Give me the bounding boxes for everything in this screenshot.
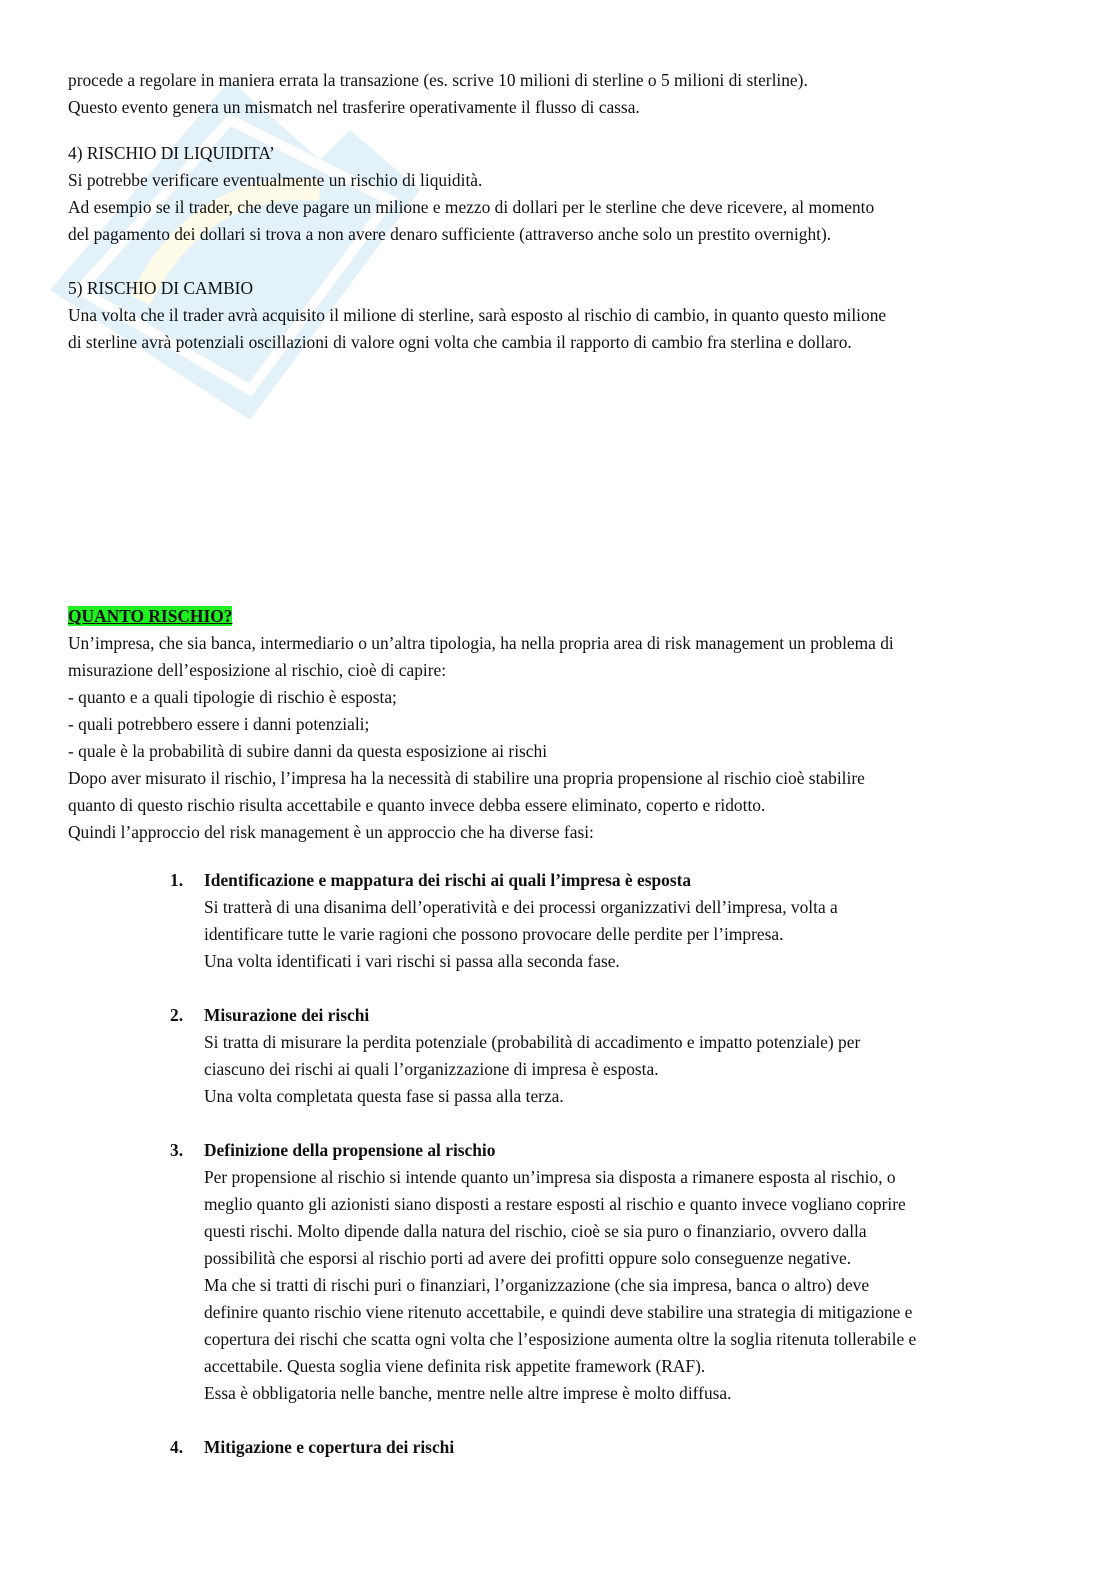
phase-line: Una volta identificati i vari rischi si passa alla seconda fase. <box>204 951 620 971</box>
phase-line: questi rischi. Molto dipende dalla natura del rischio, cioè se sia puro o finanziario, ovvero dalla <box>204 1221 867 1241</box>
phase-line: Una volta completata questa fase si passa alla terza. <box>204 1086 564 1106</box>
section-liquidity-heading: 4) RISCHIO DI LIQUIDITA’ <box>68 143 275 163</box>
phase-line: identificare tutte le varie ragioni che possono provocare delle perdite per l’impresa. <box>204 924 784 944</box>
phase-number: 1. <box>170 870 184 890</box>
phase-number: 3. <box>170 1140 184 1160</box>
quanto-line: Un’impresa, che sia banca, intermediario o un’altra tipologia, ha nella propria area di risk management un problema di <box>68 633 894 653</box>
quanto-line: Dopo aver misurato il rischio, l’impresa ha la necessità di stabilire una propria propensione al rischio cioè stabilire <box>68 768 865 788</box>
phase-line: Si tratterà di una disanima dell’operatività e dei processi organizzativi dell’impresa, volta a <box>204 897 838 917</box>
intro-line-1: procede a regolare in maniera errata la transazione (es. scrive 10 milioni di sterline o 5 milioni di sterline). <box>68 70 808 90</box>
section-liquidity-line: Si potrebbe verificare eventualmente un rischio di liquidità. <box>68 170 483 190</box>
section-quanto-heading <box>68 603 232 630</box>
section-liquidity-line: del pagamento dei dollari si trova a non avere denaro sufficiente (attraverso anche solo un prestito overnight). <box>68 224 832 244</box>
phase-line: Si tratta di misurare la perdita potenziale (probabilità di accadimento e impatto potenziale) per <box>204 1032 861 1052</box>
phase-line: Ma che si tratti di rischi puri o finanziari, l’organizzazione (che sia impresa, banca o altro) deve <box>204 1275 870 1295</box>
phase-title: Identificazione e mappatura dei rischi ai quali l’impresa è esposta <box>204 870 692 890</box>
phase-line: definire quanto rischio viene ritenuto accettabile, e quindi deve stabilire una strategia di mitigazione e <box>204 1302 913 1322</box>
quanto-line: Quindi l’approccio del risk management è un approccio che ha diverse fasi: <box>68 822 594 842</box>
phase-line: Essa è obbligatoria nelle banche, mentre nelle altre imprese è molto diffusa. <box>204 1383 732 1403</box>
quanto-line: misurazione dell’esposizione al rischio, cioè di capire: <box>68 660 447 680</box>
intro-line-2: Questo evento genera un mismatch nel trasferire operativamente il flusso di cassa. <box>68 97 640 117</box>
phase-line: meglio quanto gli azionisti siano disposti a restare esposti al rischio e quanto invece vogliano coprire <box>204 1194 906 1214</box>
quanto-bullet: - quali potrebbero essere i danni potenziali; <box>68 714 370 734</box>
phase-line: Per propensione al rischio si intende quanto un’impresa sia disposta a rimanere esposta al rischio, o <box>204 1167 896 1187</box>
quanto-bullet: - quale è la probabilità di subire danni da questa esposizione ai rischi <box>68 741 548 761</box>
phase-line: copertura dei rischi che scatta ogni volta che l’esposizione aumenta oltre la soglia ritenuta tollerabile e <box>204 1329 917 1349</box>
quanto-bullet: - quanto e a quali tipologie di rischio è esposta; <box>68 687 397 707</box>
section-exchange-heading: 5) RISCHIO DI CAMBIO <box>68 278 254 298</box>
phase-number: 4. <box>170 1437 184 1457</box>
highlighted-heading: QUANTO RISCHIO? <box>68 606 233 626</box>
phase-line: accettabile. Questa soglia viene definita risk appetite framework (RAF). <box>204 1356 706 1376</box>
phase-title: Misurazione dei rischi <box>204 1005 370 1025</box>
section-exchange-line: di sterline avrà potenziali oscillazioni di valore ogni volta che cambia il rapporto di cambio fra sterlina e dollaro. <box>68 332 852 352</box>
phase-line: possibilità che esporsi al rischio porti ad avere dei profitti oppure solo conseguenze negative. <box>204 1248 852 1268</box>
phase-line: ciascuno dei rischi ai quali l’organizzazione di impresa è esposta. <box>204 1059 659 1079</box>
phase-number: 2. <box>170 1005 184 1025</box>
phase-title: Mitigazione e copertura dei rischi <box>204 1437 455 1457</box>
section-liquidity-line: Ad esempio se il trader, che deve pagare un milione e mezzo di dollari per le sterline che deve ricevere, al momento <box>68 197 875 217</box>
quanto-line: quanto di questo rischio risulta accettabile e quanto invece debba essere eliminato, coperto e ridotto. <box>68 795 766 815</box>
section-exchange-line: Una volta che il trader avrà acquisito il milione di sterline, sarà esposto al rischio di cambio, in quanto questo milione <box>68 305 887 325</box>
phase-title: Definizione della propensione al rischio <box>204 1140 496 1160</box>
